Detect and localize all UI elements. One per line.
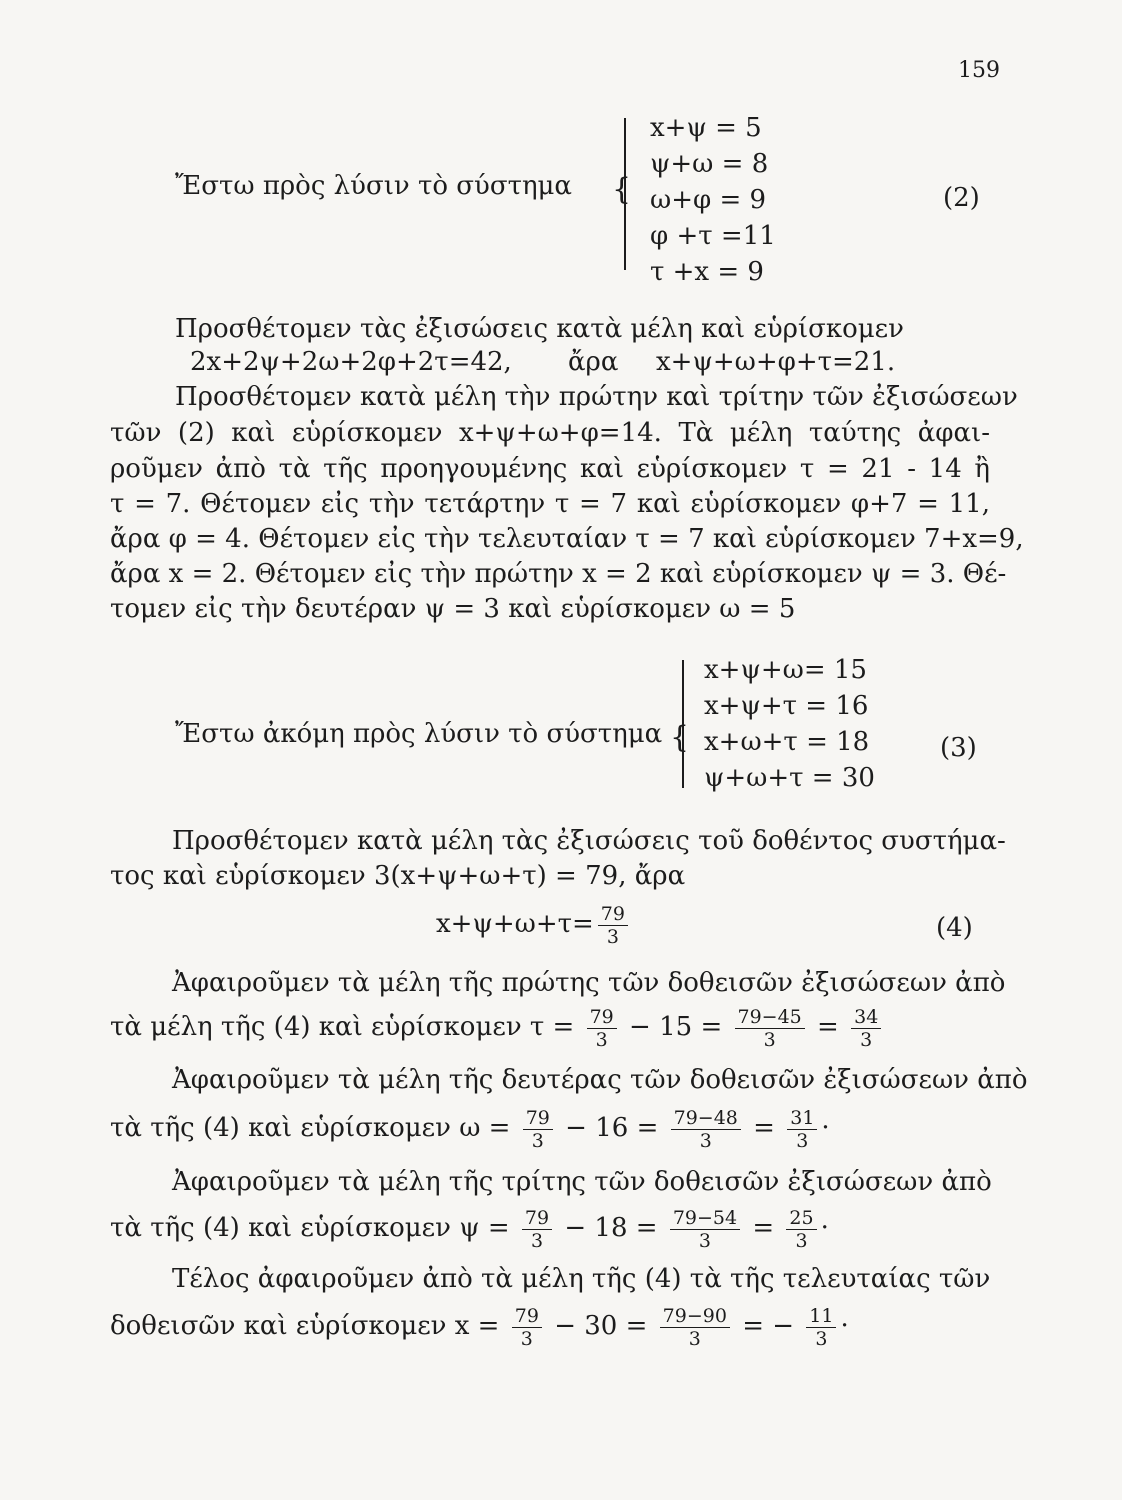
para1-line6: τ = 7. Θέτομεν εἰς τὴν τετάρτην τ = 7 καὶ εὑρίσκομεν φ+7 = 11, <box>110 489 990 519</box>
system3-label: (3) <box>940 733 977 763</box>
step-x-line2 <box>110 1302 849 1350</box>
step-tau-frac1 <box>587 1006 617 1051</box>
system2-eq-5: τ +x = 9 <box>650 257 764 287</box>
eq4-fraction <box>598 903 628 948</box>
step-tau-frac1-den: 3 <box>595 1028 608 1051</box>
step-psi-end: · <box>820 1213 829 1243</box>
step-psi-eqsign: = <box>752 1213 775 1243</box>
para1-line5: ροῦμεν ἀπὸ τὰ τῆς προηγουμένης καὶ εὑρίσκομεν τ = 21 - 14 ἢ <box>110 454 990 484</box>
step-psi-frac2 <box>670 1207 740 1252</box>
step-x-frac2-den: 3 <box>688 1327 701 1350</box>
system2-intro: Ἔστω πρὸς λύσιν τὸ σύστημα <box>175 171 572 201</box>
eq4-label: (4) <box>936 913 973 943</box>
eq4-lhs: x+ψ+ω+τ= <box>436 909 594 939</box>
step-psi-mid: − 18 = <box>564 1213 658 1243</box>
step-psi-frac1-num: 79 <box>522 1207 552 1230</box>
step-x-frac2 <box>660 1305 730 1350</box>
system2-eq-4: φ +τ =11 <box>650 221 776 251</box>
system3-equations <box>704 652 875 796</box>
para1-line7: ἄρα φ = 4. Θέτομεν εἰς τὴν τελευταίαν τ = 7 καὶ εὑρίσκομεν 7+x=9, <box>110 524 1024 554</box>
system2-label: (2) <box>943 183 980 213</box>
step-tau-mid: − 15 = <box>629 1012 723 1042</box>
system2-eq-1: x+ψ = 5 <box>650 113 762 143</box>
step-omega-line1: Ἀφαιροῦμεν τὰ μέλη τῆς δευτέρας τῶν δοθεισῶν ἐξισώσεων ἀπὸ <box>172 1065 1028 1095</box>
system3-eq-3: x+ω+τ = 18 <box>704 727 870 757</box>
step-omega-frac2-num: 79−48 <box>671 1107 741 1130</box>
step-omega-frac1-den: 3 <box>531 1129 544 1152</box>
step-x-text: δοθεισῶν καὶ εὑρίσκομεν x = <box>110 1311 500 1341</box>
system2-eq-2: ψ+ω = 8 <box>650 149 769 179</box>
para1-line9: τομεν εἰς τὴν δευτέραν ψ = 3 καὶ εὑρίσκομεν ω = 5 <box>110 594 796 624</box>
para1-line2b: ἄρα <box>568 347 619 377</box>
step-tau-frac3-num: 34 <box>851 1006 881 1029</box>
para1-line1: Προσθέτομεν τὰς ἐξισώσεις κατὰ μέλη καὶ εὑρίσκομεν <box>175 314 904 344</box>
step-psi-frac3-num: 25 <box>786 1207 816 1230</box>
system3-eq-2: x+ψ+τ = 16 <box>704 691 869 721</box>
step-psi-line2 <box>110 1204 829 1252</box>
step-psi-frac3-den: 3 <box>795 1229 808 1252</box>
step-x-end: · <box>840 1311 849 1341</box>
step-x-frac1-den: 3 <box>520 1327 533 1350</box>
system3-eq-4: ψ+ω+τ = 30 <box>704 763 875 793</box>
step-x-frac2-num: 79−90 <box>660 1305 730 1328</box>
para1-line2a: 2x+2ψ+2ω+2φ+2τ=42, <box>190 347 512 377</box>
system2-brace-tip: { <box>612 172 632 207</box>
para2-line1: Προσθέτομεν κατὰ μέλη τὰς ἐξισώσεις τοῦ δοθέντος συστήμα- <box>172 826 1006 856</box>
step-x-mid: − 30 = <box>554 1311 648 1341</box>
step-tau-text: τὰ μέλη τῆς (4) καὶ εὑρίσκομεν τ = <box>110 1012 575 1042</box>
step-psi-text: τὰ τῆς (4) καὶ εὑρίσκομεν ψ = <box>110 1213 510 1243</box>
step-x-frac1-num: 79 <box>512 1305 542 1328</box>
step-tau-eqsign: = <box>817 1012 839 1042</box>
step-x-line1: Τέλος ἀφαιροῦμεν ἀπὸ τὰ μέλη τῆς (4) τὰ τῆς τελευταίας τῶν <box>172 1264 991 1294</box>
step-x-frac1 <box>512 1305 542 1350</box>
page-number: 159 <box>958 58 1000 83</box>
step-psi-frac2-den: 3 <box>698 1229 711 1252</box>
step-omega-end: · <box>821 1113 830 1143</box>
para2-line2: τος καὶ εὑρίσκομεν 3(x+ψ+ω+τ) = 79, ἄρα <box>110 861 686 891</box>
step-omega-frac2-den: 3 <box>699 1129 712 1152</box>
step-omega-mid: − 16 = <box>565 1113 659 1143</box>
step-tau-frac3 <box>851 1006 881 1051</box>
eq4-denominator: 3 <box>606 925 619 948</box>
step-psi-frac3 <box>786 1207 816 1252</box>
step-psi-frac2-num: 79−54 <box>670 1207 740 1230</box>
step-psi-line1: Ἀφαιροῦμεν τὰ μέλη τῆς τρίτης τῶν δοθεισῶν ἐξισώσεων ἀπὸ <box>172 1167 992 1197</box>
system3-eq-1: x+ψ+ω= 15 <box>704 655 867 685</box>
step-omega-text: τὰ τῆς (4) καὶ εὑρίσκομεν ω = <box>110 1113 511 1143</box>
step-tau-line2 <box>110 1003 885 1051</box>
step-omega-frac3 <box>787 1107 817 1152</box>
step-x-eqsign: = − <box>742 1311 795 1341</box>
step-omega-frac2 <box>671 1107 741 1152</box>
para1-line8: ἄρα x = 2. Θέτομεν εἰς τὴν πρώτην x = 2 καὶ εὑρίσκομεν ψ = 3. Θέ- <box>110 559 1007 589</box>
step-omega-frac1-num: 79 <box>523 1107 553 1130</box>
step-psi-frac1-den: 3 <box>530 1229 544 1252</box>
step-tau-frac3-den: 3 <box>860 1028 873 1051</box>
system3-brace-tip: { <box>670 720 690 755</box>
step-tau-frac2-den: 3 <box>763 1028 776 1051</box>
para1-line4: τῶν (2) καὶ εὑρίσκομεν x+ψ+ω+φ=14. Τὰ μέλη ταύτης ἀφαι- <box>110 418 990 448</box>
step-x-frac3-num: 11 <box>806 1305 836 1328</box>
step-omega-eqsign: = <box>753 1113 775 1143</box>
para1-line3: Προσθέτομεν κατὰ μέλη τὴν πρώτην καὶ τρίτην τῶν ἐξισώσεων <box>175 382 1018 412</box>
step-x-frac3 <box>806 1305 836 1350</box>
step-psi-frac1 <box>522 1207 552 1252</box>
step-tau-frac2-num: 79−45 <box>735 1006 805 1029</box>
step-omega-frac1 <box>523 1107 553 1152</box>
system2-equations <box>650 110 776 290</box>
step-x-frac3-den: 3 <box>815 1327 828 1350</box>
para1-line2c: x+ψ+ω+φ+τ=21. <box>656 347 896 377</box>
eq4-numerator: 79 <box>598 903 628 926</box>
step-omega-line2 <box>110 1104 830 1152</box>
step-tau-line1: Ἀφαιροῦμεν τὰ μέλη τῆς πρώτης τῶν δοθεισῶν ἐξισώσεων ἀπὸ <box>172 968 1006 998</box>
system3-intro: Ἔστω ἀκόμη πρὸς λύσιν τὸ σύστημα <box>175 719 663 749</box>
step-omega-frac3-num: 31 <box>787 1107 817 1130</box>
step-omega-frac3-den: 3 <box>796 1129 809 1152</box>
step-tau-frac2 <box>735 1006 805 1051</box>
step-tau-frac1-num: 79 <box>587 1006 617 1029</box>
system2-eq-3: ω+φ = 9 <box>650 185 767 215</box>
eq4 <box>436 900 632 948</box>
